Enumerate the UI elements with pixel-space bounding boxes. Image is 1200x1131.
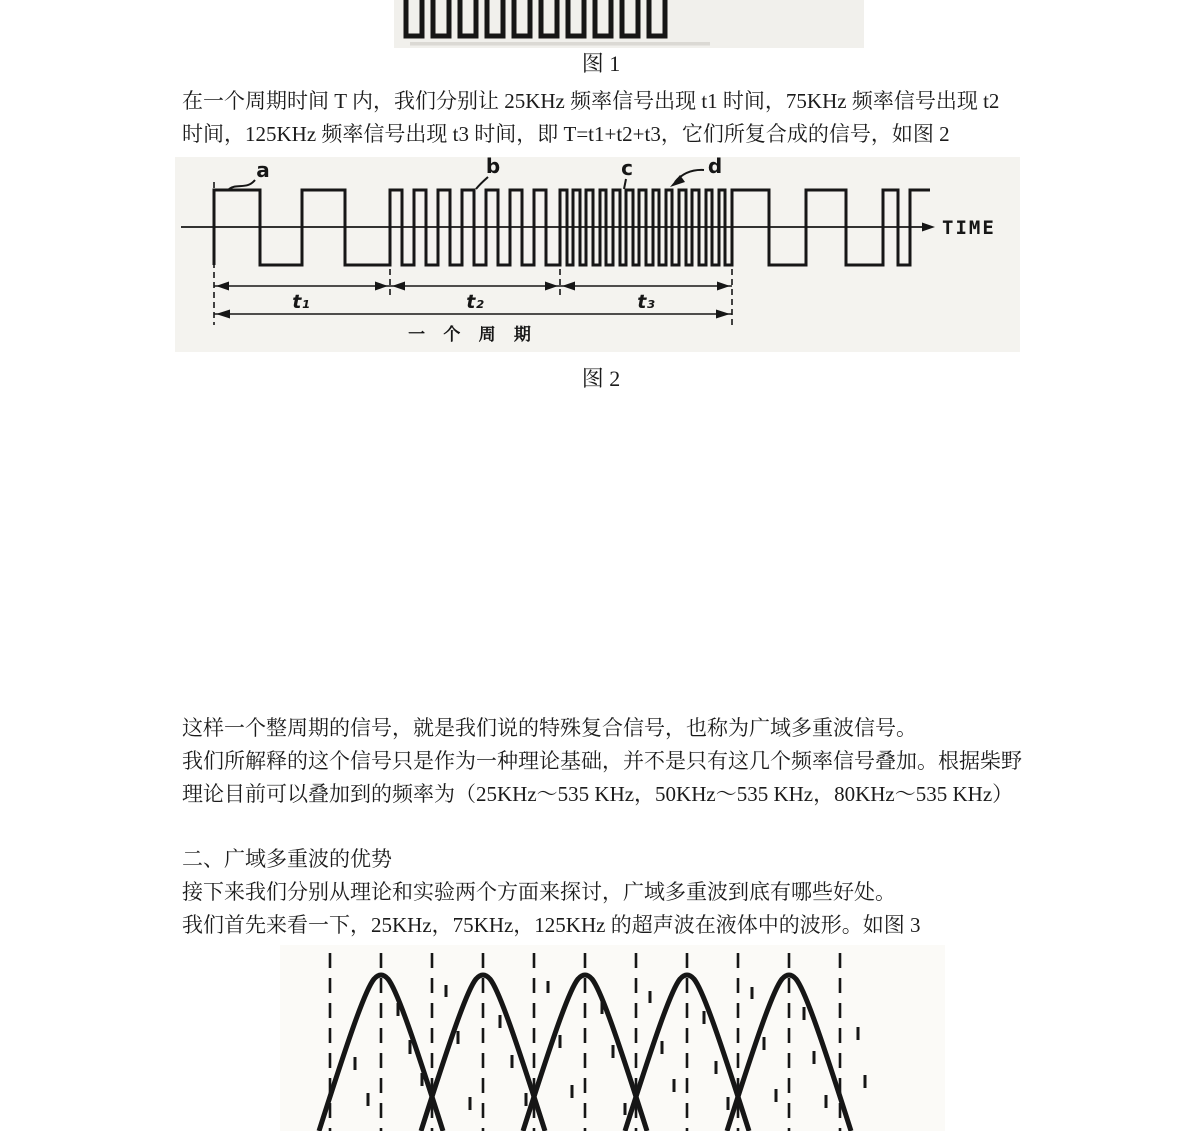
label-b: b — [485, 157, 501, 178]
scan-smudge — [410, 42, 710, 46]
ultrasonic-peaks-graphic — [280, 945, 945, 1131]
paragraph-2 — [182, 712, 1062, 811]
one-period-label: 一 个 周 期 — [408, 325, 538, 344]
figure2-scan-image — [175, 157, 1020, 352]
dim-arrow — [545, 282, 558, 291]
figure1-caption: 图 1 — [581, 51, 621, 76]
section-2 — [182, 843, 1062, 942]
label-d-arrowhead — [670, 175, 685, 187]
figure3-scan-image — [280, 945, 945, 1131]
label-a-leader — [229, 180, 255, 189]
time-axis-arrow — [922, 223, 935, 232]
t3-label: t₃ — [637, 291, 655, 313]
time-axis-label: TIME — [942, 217, 996, 239]
text-line: 这样一个整周期的信号，就是我们说的特殊复合信号，也称为广域多重波信号。 — [182, 716, 917, 740]
label-c: c — [621, 157, 633, 180]
t2-label: t₂ — [466, 291, 484, 313]
composite-waveform-diagram — [175, 157, 1020, 352]
text-line: 时间，125KHz 频率信号出现 t3 时间，即 T=t1+t2+t3，它们所复合成的信号，如图 2 — [182, 122, 950, 146]
square-wave-path — [406, 0, 665, 36]
text-line: 理论目前可以叠加到的频率为（25KHz～535 KHz，50KHz～535 KHz，80KHz～535 KHz） — [182, 782, 1014, 806]
dim-arrow — [375, 282, 388, 291]
label-d: d — [707, 157, 723, 178]
section-heading: 二、广域多重波的优势 — [182, 847, 392, 871]
dim-arrow — [392, 282, 405, 291]
text-line: 在一个周期时间 T 内，我们分别让 25KHz 频率信号出现 t1 时间，75KHz 频率信号出现 t2 — [182, 89, 1000, 113]
text-line: 接下来我们分别从理论和实验两个方面来探讨，广域多重波到底有哪些好处。 — [182, 880, 896, 904]
figure1-scan-image — [394, 0, 864, 48]
label-b-leader — [476, 177, 488, 189]
dim-arrow — [717, 282, 730, 291]
dim-arrow — [216, 310, 230, 319]
t1-label: t₁ — [292, 291, 310, 313]
text-line: 我们首先来看一下，25KHz，75KHz，125KHz 的超声波在液体中的波形。如图 3 — [182, 913, 921, 937]
label-c-leader — [624, 179, 626, 189]
dim-arrow — [562, 282, 575, 291]
paragraph-1 — [182, 85, 1062, 151]
figure2-caption: 图 2 — [581, 366, 621, 391]
text-line: 我们所解释的这个信号只是作为一种理论基础，并不是只有这几个频率信号叠加。根据柴野 — [182, 749, 1022, 773]
dim-arrow — [716, 310, 730, 319]
square-wave-graphic — [394, 0, 864, 48]
dim-arrow — [216, 282, 229, 291]
label-a: a — [256, 158, 270, 182]
